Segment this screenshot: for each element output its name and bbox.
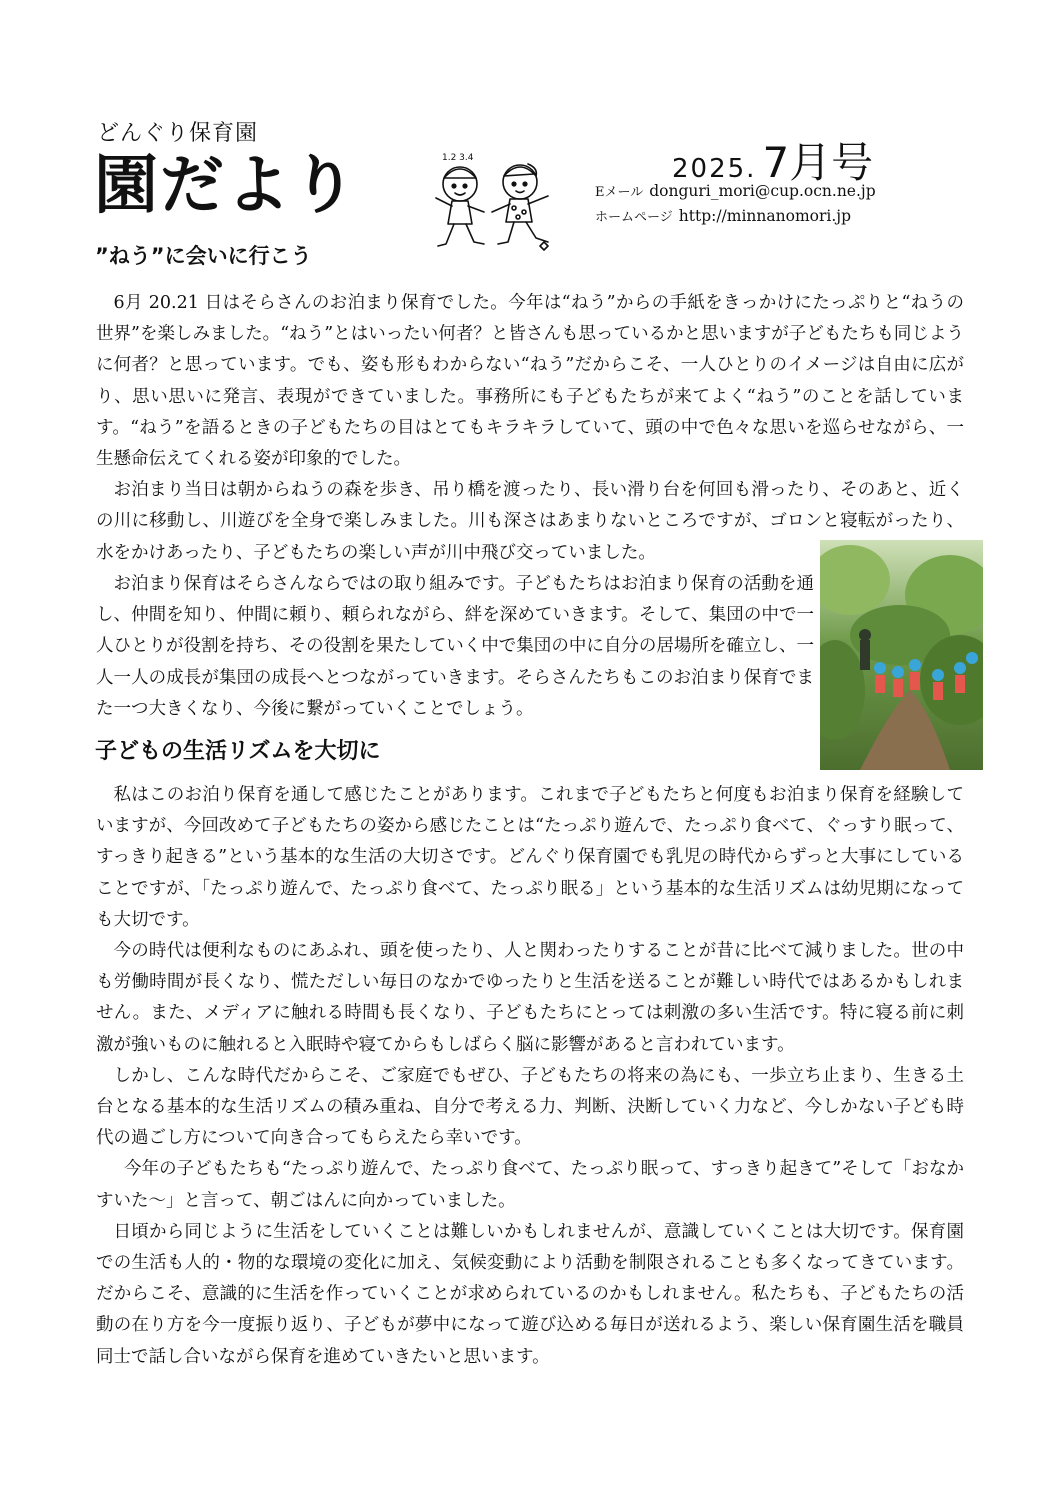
email-address[interactable]: donguri_mori@cup.ocn.ne.jp: [649, 182, 876, 200]
section2-paragraph: 日頃から同じように生活をしていくことは難しいかもしれませんが、意識していくことは大切です。保育園での生活も人的・物的な環境の変化に加え、気候変動により活動を制限されることも多くなってきています。だからこそ、意識的に生活を作っていくことが求められているのかもしれません。私たちも、子どもたちの活動の在り方を今一度振り返り、子どもが夢中になって遊び込める毎日が送れるよう、楽しい保育園生活を職員同士で話し合いながら保育を進めていきたいと思います。: [96, 1221, 964, 1367]
homepage-url[interactable]: http://minnanomori.jp: [678, 207, 852, 225]
section2-paragraph: 私はこのお泊り保育を通して感じたことがあります。これまで子どもたちと何度もお泊まり保育を経験していますが、今回改めて子どもたちの姿から感じたことは“たっぷり遊んで、たっぷり食べて、ぐっすり眠って、すっきり起きる”という基本的な生活の大切さです。どんぐり保育園でも乳児の時代からずっと大事にしていることですが、「たっぷり遊んで、たっぷり食べて、たっぷり眠る」という基本的な生活リズムは幼児期になっても大切です。: [96, 785, 964, 930]
issue-year: 2025.: [672, 154, 757, 184]
section1-body-wrap: [96, 569, 814, 725]
newsletter-subtitle: ”ねう”に会いに行こう: [95, 244, 312, 268]
email-line: [595, 181, 876, 200]
homepage-label: ホームページ: [595, 210, 673, 225]
section2-paragraph: 今の時代は便利なものにあふれ、頭を使ったり、人と関わったりすることが昔に比べて減りました。世の中も労働時間が長くなり、慌ただしい毎日のなかでゆったりと生活を送ることが難しい時代ではあるかもしれません。また、メディアに触れる時間も長くなり、子どもたちにとっては刺激の多い生活です。特に寝る前に刺激が強いものに触れると入眠時や寝てからもしばらく脳に影響があると言われています。: [96, 941, 964, 1055]
issue-month: 7月号: [762, 138, 874, 187]
section2-paragraph: 今年の子どもたちも“たっぷり遊んで、たっぷり食べて、たっぷり眠って、すっきり起きて”そして「おなかすいた～」と言って、朝ごはんに向かっていました。: [96, 1159, 964, 1211]
org-name: どんぐり保育園: [97, 121, 259, 146]
section2-paragraph: しかし、こんな時代だからこそ、ご家庭でもぜひ、子どもたちの将来の為にも、一歩立ち止まり、生きる土台となる基本的な生活リズムの積み重ね、自分で考える力、判断、決断していく力など、今しかない子ども時代の過ごし方について向き合ってもらえたら幸いです。: [96, 1065, 964, 1149]
newsletter-title: 園だより: [94, 149, 358, 223]
section1-body: [96, 288, 964, 569]
section2-heading: 子どもの生活リズムを大切に: [95, 739, 381, 764]
email-label: Eメール: [595, 185, 644, 200]
section1-paragraph: 6月 20.21 日はそらさんのお泊まり保育でした。今年は“ねう”からの手紙をきっかけにたっぷりと“ねうの世界”を楽しみました。“ねう”とはいったい何者？と皆さんも思っているかと思いますが子どもたちも同じように何者？と思っています。でも、姿も形もわからない“ねう”だからこそ、一人ひとりのイメージは自由に広がり、思い思いに発言、表現ができていました。事務所にも子どもたちが来てよく“ねう”のことを話しています。“ねう”を語るときの子どもたちの目はとてもキラキラしていて、頭の中で色々な思いを巡らせながら、一生懸命伝えてくれる姿が印象的でした。: [96, 293, 964, 470]
mascot-counting-text: 1.2 3.4: [442, 153, 474, 163]
section1-paragraph: お泊まり当日は朝からねうの森を歩き、吊り橋を渡ったり、長い滑り台を何回も滑ったり、そのあと、近くの川に移動し、川遊びを全身で楽しみました。川も深さはあまりないところですが、ゴロンと寝転がったり、水をかけあったり、子どもたちの楽しい声が川中飛び交っていました。: [96, 480, 964, 563]
homepage-line: [595, 206, 851, 225]
section1-paragraph: お泊まり保育はそらさんならではの取り組みです。子どもたちはお泊まり保育の活動を通し、仲間を知り、仲間に頼り、頼られながら、絆を深めていきます。そして、集団の中で一人ひとりが役割を持ち、その役割を果たしていく中で集団の中に自分の居場所を確立し、一人一人の成長が集団の成長へとつながっていきます。そらさんたちもこのお泊まり保育でまた一つ大きくなり、今後に繋がっていくことでしょう。: [96, 574, 814, 719]
hiking-photo: [820, 540, 983, 770]
mascot-illustration-icon: [428, 146, 560, 254]
section2-body: [96, 780, 964, 1373]
